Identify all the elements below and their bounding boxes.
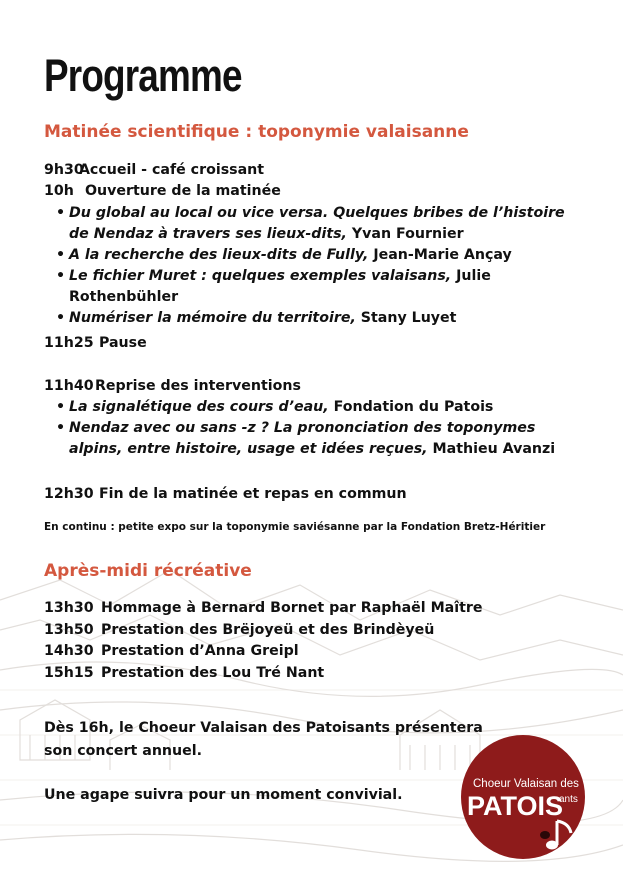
- talk-speaker: Mathieu Avanzi: [432, 441, 556, 457]
- afternoon-text: Hommage à Bernard Bornet par Raphaël Maître: [100, 600, 483, 616]
- page-title: Programme: [44, 50, 242, 101]
- talk-title: Numériser la mémoire du territoire,: [69, 310, 356, 326]
- afternoon-item: [44, 620, 434, 641]
- pause-text: Pause: [98, 335, 147, 351]
- talk-title: Du global au local ou vice versa. Quelques bribes de l’histoire de Nendaz à travers ses lieux-dits,: [69, 205, 565, 242]
- talk-speaker: Jean-Marie Ançay: [373, 247, 512, 263]
- talks-list-morning: [44, 203, 589, 329]
- end-text: Fin de la matinée et repas en commun: [98, 486, 407, 502]
- afternoon-text: Prestation des Brëjoyeü et des Brindèyeü: [100, 622, 435, 638]
- logo-patois: PATOIS: [467, 791, 564, 821]
- list-item: [44, 397, 589, 418]
- talk-title: Nendaz avec ou sans -z ? La prononciation des toponymes alpins, entre histoire, usage et idées reçues,: [69, 420, 536, 457]
- logo-suffix: ants: [559, 794, 578, 805]
- welcome-time: 9h30: [44, 162, 84, 178]
- talk-title: La signalétique des cours d’eau,: [69, 399, 329, 415]
- talk-speaker: Yvan Fournier: [351, 226, 464, 242]
- resume-line: [44, 376, 301, 397]
- welcome-line: [44, 160, 264, 181]
- resume-text: Reprise des interventions: [94, 378, 301, 394]
- afternoon-item: [44, 641, 299, 662]
- pause-time: 11h25: [44, 335, 94, 351]
- agape-announcement: Une agape suivra pour un moment convivial.: [44, 787, 403, 803]
- choeur-patoisants-logo: [461, 735, 585, 859]
- logo-line1: Choeur Valaisan des: [473, 778, 579, 790]
- pause-line: [44, 333, 147, 354]
- welcome-text: Accueil - café croissant: [78, 162, 265, 178]
- afternoon-time: 13h50: [44, 622, 94, 638]
- expo-note: En continu : petite expo sur la toponymie saviésanne par la Fondation Bretz-Héritier: [44, 521, 546, 533]
- end-line: [44, 484, 407, 505]
- afternoon-heading: Après-midi récréative: [44, 561, 252, 581]
- list-item: [44, 266, 589, 308]
- talk-speaker: Fondation du Patois: [333, 399, 494, 415]
- afternoon-text: Prestation d’Anna Greipl: [100, 643, 299, 659]
- list-item: [44, 245, 589, 266]
- afternoon-time: 13h30: [44, 600, 94, 616]
- afternoon-item: [44, 663, 324, 684]
- afternoon-time: 14h30: [44, 643, 94, 659]
- opening-text: Ouverture de la matinée: [84, 183, 281, 199]
- afternoon-text: Prestation des Lou Tré Nant: [100, 665, 325, 681]
- concert-announcement: Dès 16h, le Choeur Valaisan des Patoisants présentera son concert annuel.: [44, 720, 483, 759]
- morning-heading: Matinée scientifique : toponymie valaisanne: [44, 122, 469, 142]
- list-item: [44, 203, 589, 245]
- talk-speaker: Julie Rothenbühler: [69, 268, 491, 305]
- talk-title: A la recherche des lieux-dits de Fully,: [69, 247, 369, 263]
- end-time: 12h30: [44, 486, 94, 502]
- afternoon-item: [44, 598, 483, 619]
- list-item: [44, 308, 589, 329]
- opening-time: 10h: [44, 183, 74, 199]
- resume-time: 11h40: [44, 378, 94, 394]
- talk-speaker: Stany Luyet: [360, 310, 457, 326]
- list-item: [44, 418, 589, 460]
- talk-title: Le fichier Muret : quelques exemples valaisans,: [69, 268, 452, 284]
- talks-list-late-morning: [44, 397, 589, 460]
- opening-line: [44, 181, 281, 202]
- afternoon-time: 15h15: [44, 665, 94, 681]
